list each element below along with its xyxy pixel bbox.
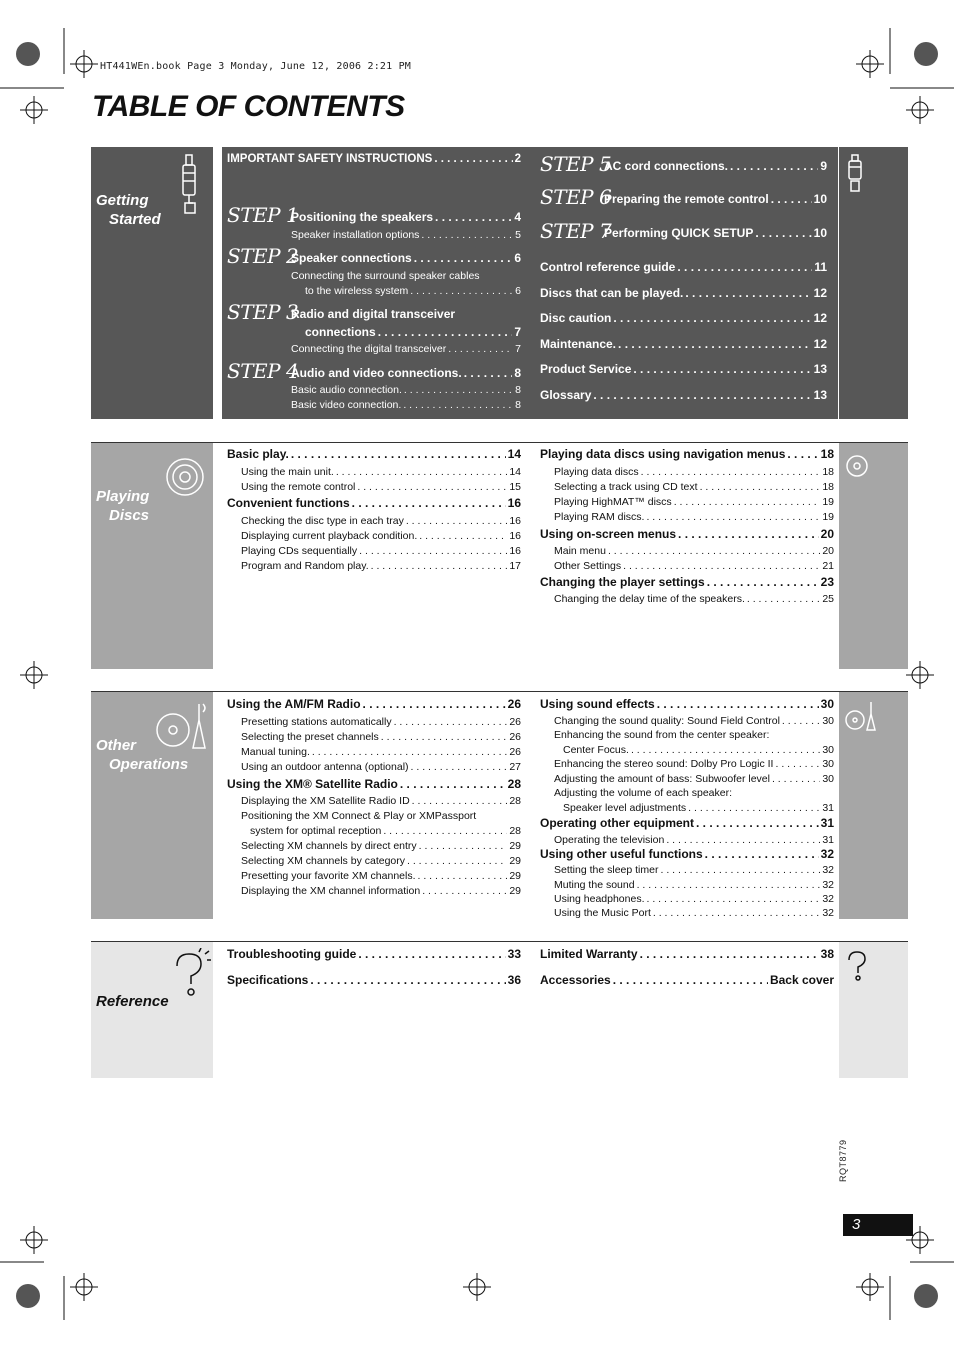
toc-subentry[interactable]: Speaker installation options . . . 5 (227, 228, 521, 243)
toc-subentry[interactable]: Enhancing the stereo sound: Dolby Pro Logic II . . . 30 (540, 757, 834, 772)
toc-subentry[interactable]: Main menu . . . 20 (540, 544, 834, 559)
section-playing-discs (91, 442, 908, 669)
toc-subentry[interactable]: Displaying current playback condition. . . . 16 (227, 529, 521, 544)
toc-subentry[interactable]: Operating the television . . . 31 (540, 833, 834, 848)
section-other-operations (91, 691, 908, 919)
toc-entry-step6[interactable]: Preparing the remote control . . . 10 (540, 192, 827, 207)
section-title: Other Operations (96, 737, 189, 773)
section-reference (91, 941, 908, 1078)
toc-subentry[interactable]: Using the main unit. . . . 14 (227, 465, 521, 480)
toc-subentry[interactable]: Program and Random play. . . . 17 (227, 559, 521, 574)
section-tab-left (91, 147, 213, 419)
section-title: Getting Started (96, 192, 161, 228)
toc-subentry[interactable]: Changing the sound quality: Sound Field Control . . . 30 (540, 714, 834, 729)
toc-subentry[interactable]: Setting the sleep timer . . . 32 (540, 863, 834, 878)
toc-entry[interactable]: Limited Warranty . . . 38 (540, 947, 834, 962)
toc-entry[interactable]: Using the AM/FM Radio . . . 26 (227, 697, 521, 712)
toc-subentry[interactable]: Presetting your favorite XM channels. . . . 29 (227, 869, 521, 884)
toc-entry-safety[interactable]: IMPORTANT SAFETY INSTRUCTIONS . . . 2 (227, 152, 521, 167)
toc-subentry[interactable]: Basic video connection. . . . 8 (227, 398, 521, 413)
toc-subentry[interactable]: Connecting the digital transceiver . . . 7 (227, 342, 521, 357)
toc-entry[interactable]: Using on-screen menus . . . 20 (540, 527, 834, 542)
toc-subentry[interactable]: Muting the sound . . . 32 (540, 878, 834, 893)
question-hand-icon (169, 948, 211, 1000)
toc-subentry[interactable]: Using headphones. . . . 32 (540, 892, 834, 907)
toc-entry-step5[interactable]: AC cord connections. . . . 9 (540, 159, 827, 174)
toc-entry[interactable]: Operating other equipment . . . 31 (540, 816, 834, 831)
toc-subentry[interactable]: Using the remote control . . . 15 (227, 480, 521, 495)
toc-subentry[interactable]: Selecting the preset channels . . . 26 (227, 730, 521, 745)
section-content (222, 692, 838, 919)
section-title: Reference (96, 993, 169, 1010)
toc-subentry[interactable]: Selecting XM channels by direct entry . . . 29 (227, 839, 521, 854)
toc-subentry[interactable]: Playing data discs . . . 18 (540, 465, 834, 480)
document-code: RQT8779 (838, 1139, 848, 1182)
toc-subentry[interactable]: system for optimal reception . . . 28 (227, 824, 521, 839)
toc-entry-step3[interactable]: connections . . . 7 (227, 325, 521, 340)
toc-subentry-text: Connecting the surround speaker cables (291, 270, 480, 282)
toc-subentry[interactable]: Displaying the XM channel information . . . 29 (227, 884, 521, 899)
toc-entry[interactable]: Maintenance. . . . 12 (540, 337, 827, 352)
toc-subentry[interactable]: Changing the delay time of the speakers. . . . 25 (540, 592, 834, 607)
toc-entry[interactable]: Accessories . . . Back cover (540, 973, 834, 988)
step-5-label: STEP 5 (540, 152, 612, 176)
section-content (222, 942, 838, 1078)
toc-entry[interactable]: Using other useful functions . . . 32 (540, 847, 834, 862)
toc-subentry[interactable]: Selecting XM channels by category . . . 29 (227, 854, 521, 869)
antenna-disc-icon (151, 698, 211, 752)
step-6-label: STEP 6 (540, 185, 612, 209)
toc-entry[interactable]: Changing the player settings . . . 23 (540, 575, 834, 590)
toc-subentry[interactable]: Adjusting the amount of bass: Subwoofer level . . . 30 (540, 772, 834, 787)
toc-subentry[interactable]: Speaker level adjustments . . . 31 (540, 801, 834, 816)
toc-subentry[interactable]: Center Focus. . . . 30 (540, 743, 834, 758)
step-2-label: STEP 2 (227, 244, 299, 268)
step-1-label: STEP 1 (227, 203, 299, 227)
printer-slug-line: HT441WEn.book Page 3 Monday, June 12, 2006 2:21 PM (100, 61, 412, 72)
section-getting-started (91, 147, 908, 419)
toc-subentry[interactable]: Checking the disc type in each tray . . . 16 (227, 514, 521, 529)
toc-entry[interactable]: Control reference guide . . . 11 (540, 260, 827, 275)
toc-entry-step1[interactable]: Positioning the speakers . . . 4 (227, 210, 521, 225)
page-title: TABLE OF CONTENTS (92, 90, 405, 123)
disc-icon (165, 453, 205, 503)
toc-entry[interactable]: Convenient functions . . . 16 (227, 496, 521, 511)
section-tab-left (91, 942, 213, 1078)
toc-entry[interactable]: Specifications . . . 36 (227, 973, 521, 988)
antenna-disc-icon (843, 698, 879, 732)
toc-entry[interactable]: Basic play. . . . 14 (227, 447, 521, 462)
disc-icon (845, 453, 869, 479)
toc-subentry[interactable]: Manual tuning. . . . 26 (227, 745, 521, 760)
page-number: 3 (843, 1214, 913, 1236)
toc-entry-step7[interactable]: Performing QUICK SETUP . . . 10 (540, 226, 827, 241)
toc-subentry[interactable]: Using the Music Port . . . 32 (540, 906, 834, 921)
toc-entry[interactable]: Playing data discs using navigation menus . . . 18 (540, 447, 834, 462)
section-tab-left (91, 692, 213, 919)
section-tab-right (839, 147, 908, 419)
toc-entry[interactable]: Discs that can be played. . . . 12 (540, 286, 827, 301)
toc-subentry[interactable]: Displaying the XM Satellite Radio ID . . . 28 (227, 794, 521, 809)
toc-subentry: Positioning the XM Connect & Play or XMPassport (241, 810, 477, 822)
plug-icon (845, 153, 869, 195)
section-tab-left (91, 443, 213, 669)
toc-subentry[interactable]: Basic audio connection. . . . 8 (227, 383, 521, 398)
plug-icon (177, 153, 207, 215)
toc-subentry: Enhancing the sound from the center speaker: (554, 729, 770, 741)
step-3-label: STEP 3 (227, 300, 299, 324)
toc-subentry: Adjusting the volume of each speaker: (554, 787, 733, 799)
toc-subentry[interactable]: Playing HighMAT™ discs . . . 19 (540, 495, 834, 510)
toc-entry-step4[interactable]: Audio and video connections. . . . 8 (227, 366, 521, 381)
question-hand-icon (843, 948, 873, 984)
toc-entry-step3-line1[interactable]: Radio and digital transceiver (291, 307, 456, 321)
toc-entry[interactable]: Using the XM® Satellite Radio . . . 28 (227, 777, 521, 792)
toc-subentry[interactable]: Selecting a track using CD text . . . 18 (540, 480, 834, 495)
toc-entry[interactable]: Glossary . . . 13 (540, 388, 827, 403)
toc-subentry[interactable]: Playing CDs sequentially . . . 16 (227, 544, 521, 559)
toc-subentry[interactable]: Using an outdoor antenna (optional) . . . 27 (227, 760, 521, 775)
section-content (222, 443, 838, 669)
toc-subentry[interactable]: Playing RAM discs. . . . 19 (540, 510, 834, 525)
toc-entry[interactable]: Disc caution . . . 12 (540, 311, 827, 326)
section-content (222, 147, 838, 419)
toc-entry[interactable]: Using sound effects . . . 30 (540, 697, 834, 712)
section-tab-right (839, 443, 908, 669)
toc-entry[interactable]: Troubleshooting guide . . . 33 (227, 947, 521, 962)
step-4-label: STEP 4 (227, 359, 299, 383)
toc-subentry[interactable]: Presetting stations automatically . . . 26 (227, 715, 521, 730)
section-tab-right (839, 942, 908, 1078)
toc-subentry[interactable]: Other Settings . . . 21 (540, 559, 834, 574)
toc-entry-step2[interactable]: Speaker connections . . . 6 (227, 251, 521, 266)
toc-subentry[interactable]: to the wireless system . . . 6 (227, 284, 521, 299)
section-tab-right (839, 692, 908, 919)
toc-entry[interactable]: Product Service . . . 13 (540, 362, 827, 377)
step-7-label: STEP 7 (540, 219, 612, 243)
section-title: Playing Discs (96, 488, 150, 524)
